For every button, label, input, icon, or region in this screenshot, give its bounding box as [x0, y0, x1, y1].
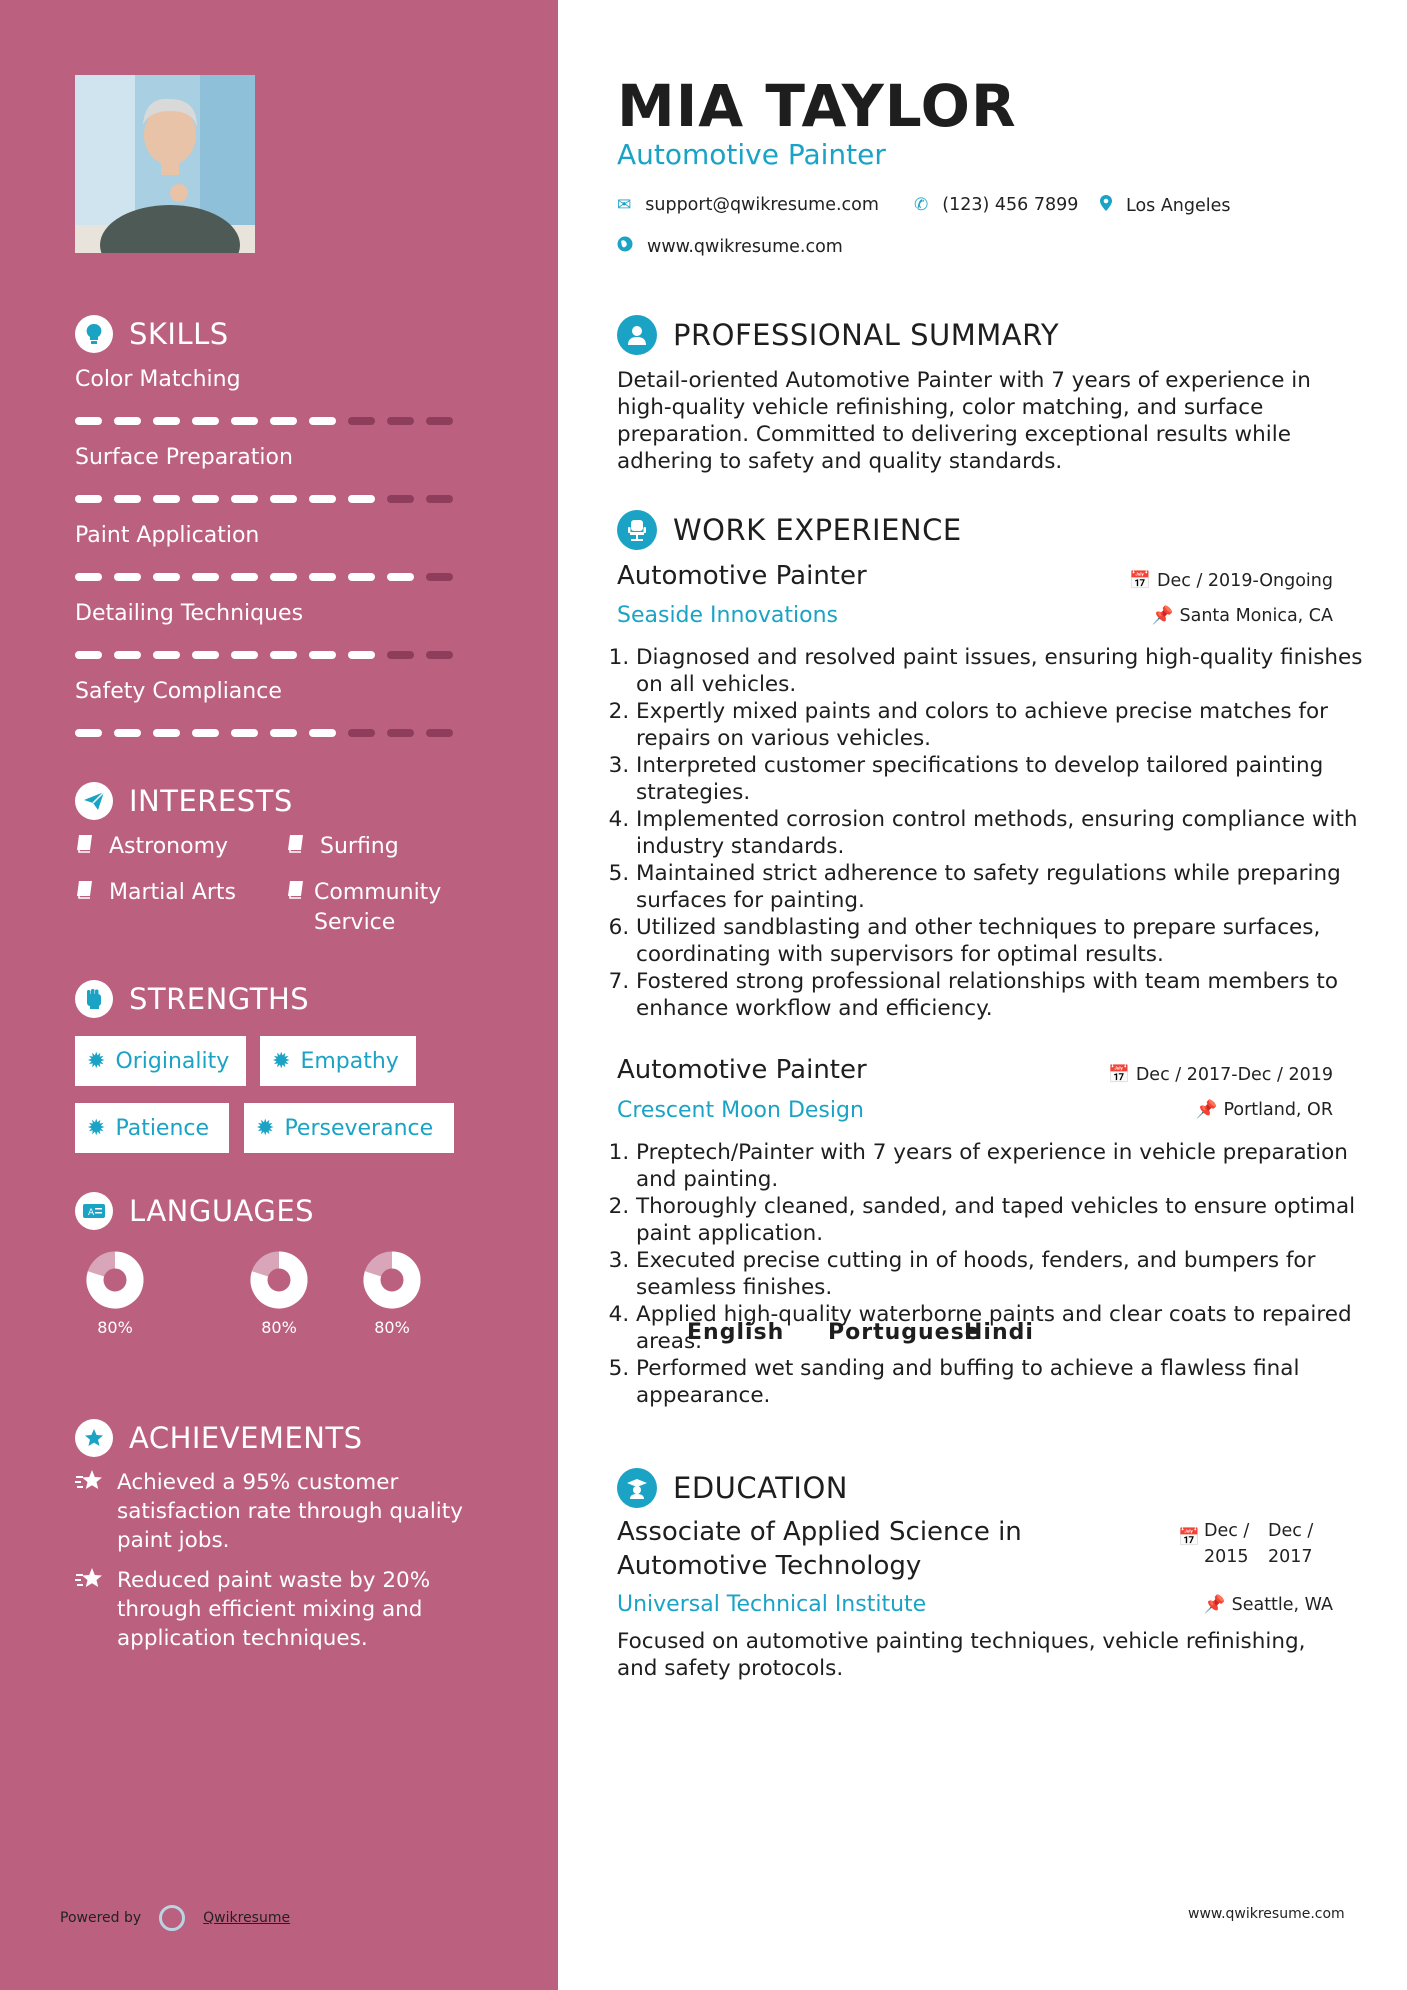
- job-location-text: Portland, OR: [1223, 1100, 1333, 1120]
- skill-dash-empty: [426, 495, 453, 503]
- job-dates: [1108, 1065, 1333, 1085]
- achievement-item: [75, 1566, 495, 1653]
- skill-dash-filled: [231, 651, 258, 659]
- summary-title: PROFESSIONAL SUMMARY: [673, 318, 1060, 352]
- powered-by: [60, 1905, 290, 1931]
- skill-dash-filled: [153, 573, 180, 581]
- achievements-heading: [75, 1419, 363, 1457]
- skill-dash-filled: [75, 417, 102, 425]
- education-title: EDUCATION: [673, 1471, 849, 1505]
- language-item: [70, 1248, 785, 1345]
- list-item: 7. Fostered strong professional relationships with team members to enhance workflow and efficiency.: [636, 968, 1366, 1022]
- job-responsibilities: [612, 1139, 1366, 1409]
- strength-chip: [260, 1036, 416, 1086]
- skill-name: Safety Compliance: [75, 679, 282, 704]
- achievement-item: [75, 1468, 495, 1555]
- job-location-text: Santa Monica, CA: [1179, 606, 1333, 626]
- skill-dash-filled: [153, 651, 180, 659]
- user-icon: [617, 315, 657, 355]
- skill-dash-filled: [192, 417, 219, 425]
- interests-title: INTERESTS: [129, 784, 293, 818]
- lightbulb-icon: [75, 315, 113, 353]
- skill-dash-filled: [192, 573, 219, 581]
- strength-chip: [75, 1103, 229, 1153]
- powered-by-label: Powered by: [60, 1910, 142, 1926]
- education-location: [1204, 1595, 1333, 1615]
- language-level-ring: [360, 1248, 424, 1312]
- phone-icon: ✆: [914, 195, 929, 215]
- strength-label: Patience: [115, 1115, 210, 1141]
- skill-name: Color Matching: [75, 367, 241, 392]
- skill-name: Paint Application: [75, 523, 260, 548]
- skill-dash-empty: [348, 417, 375, 425]
- location-text: Los Angeles: [1126, 195, 1231, 216]
- language-name: Hindi: [964, 1320, 1034, 1345]
- strengths-title: STRENGTHS: [129, 982, 310, 1016]
- strength-label: Empathy: [300, 1048, 399, 1074]
- skill-dash-filled: [348, 495, 375, 503]
- language-level-ring: [83, 1248, 147, 1312]
- strength-label: Originality: [115, 1048, 230, 1074]
- list-item: 6. Utilized sandblasting and other techniques to prepare surfaces, coordinating with supervisors for optimal results.: [636, 914, 1366, 968]
- star-badge-icon: [75, 1419, 113, 1457]
- pushpin-icon: 📌: [1203, 1595, 1226, 1615]
- skill-dash-filled: [192, 495, 219, 503]
- skill-dash-filled: [309, 417, 336, 425]
- list-item: 5. Maintained strict adherence to safety regulations while preparing surfaces for painting.: [636, 860, 1366, 914]
- language-icon: [75, 1192, 113, 1230]
- job-dates-text: Dec / 2019-Ongoing: [1157, 571, 1333, 591]
- skill-dash-filled: [270, 651, 297, 659]
- list-item: 1. Diagnosed and resolved paint issues, ensuring high-quality finishes on all vehicles.: [636, 644, 1366, 698]
- education-description: Focused on automotive painting techniques, vehicle refinishing, and safety protocols.: [617, 1629, 1306, 1681]
- job-responsibilities: [612, 644, 1366, 1022]
- book-icon: [286, 878, 306, 938]
- skill-dash-filled: [153, 417, 180, 425]
- fist-icon: [75, 980, 113, 1018]
- contact-location: [1100, 195, 1231, 216]
- skill-level-bar: [75, 573, 465, 581]
- interest-label: Community Service: [314, 880, 442, 935]
- calendar-icon: 📅: [1129, 571, 1152, 591]
- languages-heading: [75, 1192, 314, 1230]
- skill-dash-empty: [387, 729, 414, 737]
- skill-dash-empty: [426, 573, 453, 581]
- skill-dash-filled: [309, 651, 336, 659]
- skill-dash-filled: [231, 729, 258, 737]
- skill-dash-filled: [192, 729, 219, 737]
- skills-heading: [75, 315, 229, 353]
- school-name: Universal Technical Institute: [617, 1592, 927, 1617]
- badge-icon: ✹: [256, 1115, 275, 1141]
- calendar-icon: 📅: [1178, 1528, 1200, 1548]
- language-level: 80%: [374, 1318, 410, 1337]
- experience-title: WORK EXPERIENCE: [673, 513, 962, 547]
- education-start-date: Dec / 2015: [1204, 1521, 1250, 1567]
- education-location-text: Seattle, WA: [1231, 1595, 1333, 1615]
- achievement-text: Achieved a 95% customer satisfaction rate through quality paint jobs.: [117, 1470, 463, 1553]
- skill-dash-empty: [387, 417, 414, 425]
- skill-dash-filled: [309, 729, 336, 737]
- skill-dash-filled: [387, 573, 414, 581]
- skill-dash-empty: [387, 651, 414, 659]
- badge-icon: ✹: [272, 1048, 291, 1074]
- languages-title: LANGUAGES: [129, 1194, 315, 1228]
- pushpin-icon: 📌: [1195, 1100, 1218, 1120]
- language-level-ring: [247, 1248, 311, 1312]
- website-text: www.qwikresume.com: [647, 236, 843, 257]
- footer-website[interactable]: www.qwikresume.com: [1188, 1906, 1345, 1922]
- star-icon: [75, 1468, 105, 1555]
- job-dates: [1129, 571, 1333, 591]
- strength-chip: [75, 1036, 246, 1086]
- candidate-name: MIA TAYLOR: [617, 72, 1017, 140]
- skill-dash-filled: [270, 417, 297, 425]
- skill-name: Detailing Techniques: [75, 601, 304, 626]
- skill-name: Surface Preparation: [75, 445, 293, 470]
- strength-chip: [244, 1103, 454, 1153]
- skill-dash-empty: [426, 729, 453, 737]
- skill-dash-filled: [270, 495, 297, 503]
- calendar-icon: 📅: [1108, 1065, 1130, 1085]
- skill-dash-empty: [426, 651, 453, 659]
- book-icon: [75, 832, 101, 862]
- skill-dash-empty: [348, 729, 375, 737]
- star-icon: [75, 1566, 105, 1653]
- language-level: 80%: [261, 1318, 297, 1337]
- language-name: Portuguese: [828, 1320, 981, 1345]
- office-chair-icon: [617, 510, 657, 550]
- skill-dash-filled: [114, 651, 141, 659]
- contact-website[interactable]: [617, 236, 843, 257]
- book-icon: [286, 832, 312, 862]
- svg-text:A: A: [88, 1208, 95, 1218]
- interest-item: [75, 878, 236, 908]
- job-company: Seaside Innovations: [617, 603, 838, 628]
- job-title: Automotive Painter: [617, 1055, 867, 1085]
- skill-dash-filled: [153, 495, 180, 503]
- skill-dash-filled: [114, 729, 141, 737]
- skill-dash-filled: [309, 573, 336, 581]
- badge-icon: ✹: [87, 1115, 106, 1141]
- education-end-date: Dec / 2017: [1268, 1521, 1314, 1567]
- skill-dash-filled: [348, 573, 375, 581]
- interests-heading: [75, 782, 293, 820]
- job-dates-text: Dec / 2017-Dec / 2019: [1135, 1065, 1333, 1085]
- interest-item: [75, 832, 228, 862]
- skill-dash-filled: [270, 573, 297, 581]
- skills-title: SKILLS: [129, 317, 229, 351]
- job-company: Crescent Moon Design: [617, 1098, 864, 1123]
- list-item: 3. Executed precise cutting in of hoods, fenders, and bumpers for seamless finishes.: [636, 1247, 1366, 1301]
- skill-dash-filled: [231, 417, 258, 425]
- skill-dash-filled: [75, 729, 102, 737]
- list-item: 4. Applied high-quality waterborne paints and clear coats to repaired areas.: [636, 1301, 1366, 1355]
- candidate-role: Automotive Painter: [617, 138, 886, 171]
- skill-dash-filled: [153, 729, 180, 737]
- strength-label: Perseverance: [284, 1115, 434, 1141]
- job-location: [1152, 606, 1333, 626]
- job-location: [1196, 1100, 1333, 1120]
- interest-item: [286, 878, 466, 938]
- skill-level-bar: [75, 417, 465, 425]
- skill-dash-filled: [309, 495, 336, 503]
- education-heading: [617, 1468, 848, 1508]
- interest-item: [286, 832, 399, 862]
- summary-text: Detail-oriented Automotive Painter with 7 years of experience in high-quality vehicle refinishing, color matching, and surface preparation. Committed to delivering exceptional results while adhering to safety and quality standards.: [617, 368, 1311, 474]
- list-item: 3. Interpreted customer specifications to develop tailored painting strategies.: [636, 752, 1366, 806]
- job-title: Automotive Painter: [617, 561, 867, 591]
- skill-dash-filled: [114, 495, 141, 503]
- list-item: 4. Implemented corrosion control methods, ensuring compliance with industry standards.: [636, 806, 1366, 860]
- badge-icon: ✹: [87, 1048, 106, 1074]
- globe-icon: [617, 236, 633, 257]
- skill-dash-filled: [75, 573, 102, 581]
- interest-label: Astronomy: [109, 834, 229, 859]
- skill-dash-filled: [231, 495, 258, 503]
- degree-title: Associate of Applied Science in Automotive Technology: [617, 1517, 1022, 1581]
- skill-dash-filled: [114, 417, 141, 425]
- envelope-icon: ✉: [617, 195, 632, 215]
- skill-dash-filled: [231, 573, 258, 581]
- interest-label: Martial Arts: [109, 880, 237, 905]
- skill-level-bar: [75, 729, 465, 737]
- contact-email[interactable]: [617, 195, 879, 215]
- paper-plane-icon: [75, 782, 113, 820]
- graduate-icon: [617, 1468, 657, 1508]
- list-item: 2. Expertly mixed paints and colors to achieve precise matches for repairs on various vehicles.: [636, 698, 1366, 752]
- book-icon: [75, 878, 101, 908]
- brand-link[interactable]: Qwikresume: [203, 1910, 291, 1926]
- skill-dash-filled: [75, 651, 102, 659]
- pushpin-icon: 📌: [1151, 606, 1174, 626]
- skill-level-bar: [75, 651, 465, 659]
- qwikresume-logo-icon: [159, 1905, 185, 1931]
- list-item: 2. Thoroughly cleaned, sanded, and taped vehicles to ensure optimal paint application.: [636, 1193, 1366, 1247]
- skill-dash-empty: [426, 417, 453, 425]
- skill-dash-filled: [348, 651, 375, 659]
- email-text: support@qwikresume.com: [645, 195, 879, 215]
- language-level: 80%: [97, 1318, 133, 1337]
- language-name: English: [687, 1320, 785, 1345]
- map-pin-icon: [1100, 195, 1112, 216]
- skill-dash-filled: [114, 573, 141, 581]
- experience-heading: [617, 510, 962, 550]
- skill-level-bar: [75, 495, 465, 503]
- achievements-title: ACHIEVEMENTS: [129, 1421, 363, 1455]
- skill-dash-filled: [270, 729, 297, 737]
- phone-text: (123) 456 7899: [942, 195, 1079, 215]
- list-item: 1. Preptech/Painter with 7 years of experience in vehicle preparation and painting.: [636, 1139, 1366, 1193]
- list-item: 5. Performed wet sanding and buffing to achieve a flawless final appearance.: [636, 1355, 1366, 1409]
- skill-dash-filled: [192, 651, 219, 659]
- skill-dash-filled: [75, 495, 102, 503]
- summary-heading: [617, 315, 1059, 355]
- skill-dash-empty: [387, 495, 414, 503]
- achievement-text: Reduced paint waste by 20% through efficient mixing and application techniques.: [117, 1568, 431, 1651]
- profile-photo: [75, 75, 255, 253]
- strengths-heading: [75, 980, 309, 1018]
- contact-phone[interactable]: [914, 195, 1078, 215]
- interest-label: Surfing: [320, 834, 399, 859]
